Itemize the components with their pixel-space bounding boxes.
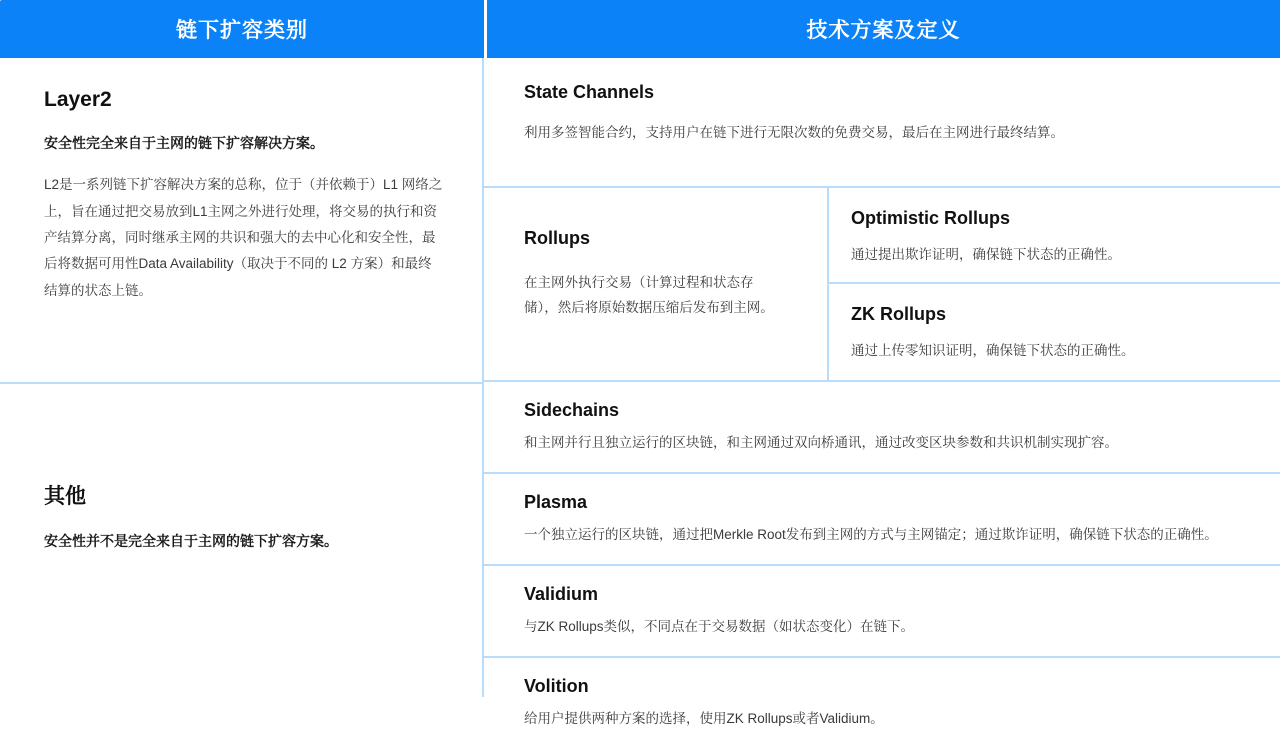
category-cell-layer2 [0,58,482,382]
rollups-children [829,188,1280,380]
solution-text: 一个独立运行的区块链，通过把Merkle Root发布到主网的方式与主网锚定；通过欺诈证明，确保链下状态的正确性。 [524,526,1218,542]
category-title: Layer2 [44,88,112,111]
category-subtitle: 安全性并不是完全来自于主网的链下扩容方案。 [44,533,338,550]
solution-text: 给用户提供两种方案的选择，使用ZK Rollups或者Validium。 [524,710,884,726]
table-header-row [0,0,1280,58]
category-description: L2是一系列链下扩容解决方案的总称，位于（并依赖于）L1 网络之上，旨在通过把交易放到L1主网之外进行处理，将交易的执行和资产结算分离，同时继承主网的共识和强大的去中心化和安全性，最后将数据可用性Data Availability（取决于不同的 L2 方案）和最终结算的状态上链。 [44,177,443,298]
solution-title: Optimistic Rollups [851,208,1011,228]
solution-text: 在主网外执行交易（计算过程和状态存储），然后将原始数据压缩后发布到主网。 [524,275,774,315]
solution-title: Rollups [524,228,590,248]
solution-title: State Channels [524,82,655,102]
solution-title: Validium [524,583,599,604]
solution-text: 通过上传零知识证明，确保链下状态的正确性。 [851,343,1135,358]
rollups-main [484,188,829,380]
solution-sidechains [484,382,1280,474]
solution-title: ZK Rollups [851,304,946,324]
solution-column [484,58,1280,726]
solution-text: 利用多签智能合约，支持用户在链下进行无限次数的免费交易，最后在主网进行最终结算。 [524,125,1064,140]
solution-text: 通过提出欺诈证明，确保链下状态的正确性。 [851,247,1121,262]
solution-text: 与ZK Rollups类似，不同点在于交易数据（如状态变化）在链下。 [524,618,915,634]
solution-title: Volition [524,675,589,696]
solution-title: Plasma [524,491,588,512]
category-title: 其他 [44,485,86,509]
category-subtitle: 安全性完全来自于主网的链下扩容解决方案。 [44,135,324,151]
solution-text: 和主网并行且独立运行的区块链，和主网通过双向桥通讯，通过改变区块参数和共识机制实现扩容。 [524,435,1118,450]
solution-zk-rollups [829,284,1280,380]
category-cell-other [0,382,482,697]
solution-volition [484,658,1280,748]
solution-rollups [484,188,1280,382]
solution-plasma [484,474,1280,566]
table-body [0,58,1280,726]
solution-title: Sidechains [524,400,620,420]
solution-optimistic-rollups [829,188,1280,284]
header-cell-category: 链下扩容类别 [0,0,487,58]
solution-validium [484,566,1280,658]
category-column [0,58,484,697]
header-cell-solution: 技术方案及定义 [487,0,1280,58]
solution-state-channels [484,58,1280,188]
